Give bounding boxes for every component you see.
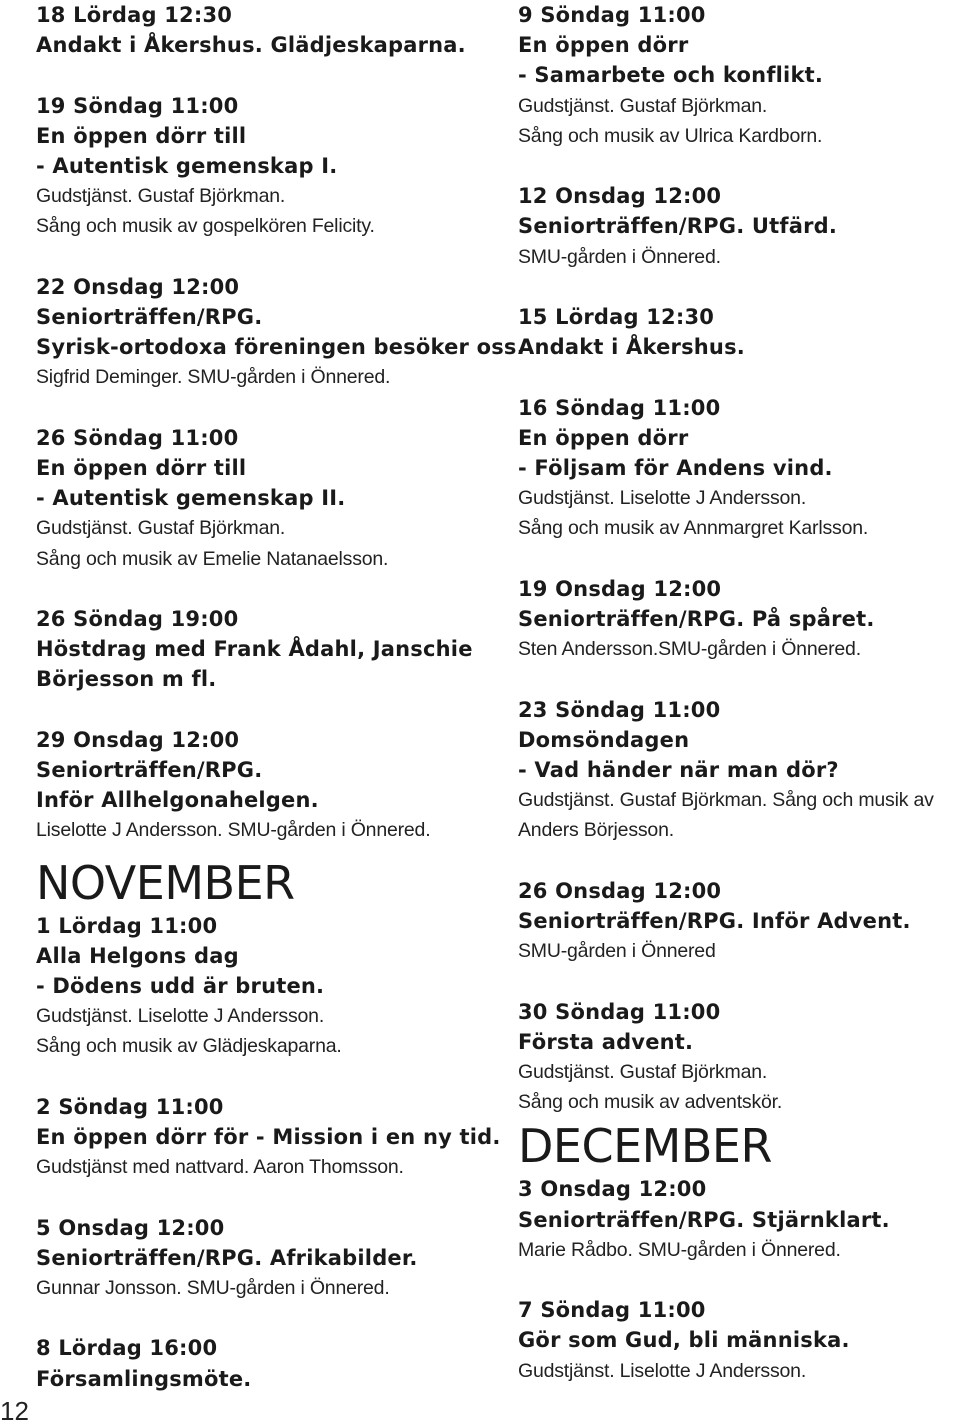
event-spacer [36,1303,476,1333]
event-date: 2 Söndag 11:00 [36,1094,224,1119]
event-entry [36,1333,476,1393]
event-detail: Anders Börjesson. [518,819,674,842]
event-detail: Gudstjänst. Liselotte J Andersson. [36,1005,325,1028]
event-spacer [518,846,960,876]
event-title: En öppen dörr [518,425,689,450]
event-detail: Sång och musik av Ulrica Kardborn. [518,124,823,147]
events-november-continued [518,0,960,1117]
event-entry [518,393,960,544]
event-date: 8 Lördag 16:00 [36,1336,218,1361]
event-entry [518,574,960,665]
event-spacer [518,966,960,996]
event-title: Seniorträffen/RPG. Inför Advent. [518,909,911,933]
event-date: 26 Onsdag 12:00 [518,878,722,903]
event-detail: Gudstjänst. Gustaf Björkman. Sång och musik av [518,789,934,812]
event-spacer [36,695,476,725]
event-detail: Gudstjänst. Gustaf Björkman. [518,94,768,117]
event-detail: Gunnar Jonsson. SMU-gården i Önnered. [36,1277,390,1300]
month-heading-december: DECEMBER [518,1119,772,1174]
events-october [36,0,525,846]
event-spacer [518,151,960,181]
event-spacer [518,664,960,694]
event-date: 9 Söndag 11:00 [518,3,706,27]
event-title: Börjesson m fl. [36,667,217,692]
event-spacer [36,60,476,90]
event-entry [36,911,476,1062]
event-title: Andakt i Åkershus. Glädjeskaparna. [36,33,466,58]
event-date: 1 Lördag 11:00 [36,913,218,938]
event-date: 7 Söndag 11:00 [518,1298,706,1323]
event-title: Gör som Gud, bli människa. [518,1328,850,1353]
event-date: 3 Onsdag 12:00 [518,1177,707,1202]
page-number: 12 [0,1396,29,1426]
event-title: - Samarbete och konflikt. [518,63,824,88]
event-date: 22 Onsdag 12:00 [36,274,240,299]
event-detail: Sång och musik av Emelie Natanaelsson. [36,547,389,570]
event-title: Alla Helgons dag [36,943,239,968]
event-title: - Vad händer när man dör? [518,758,839,782]
event-date: 16 Söndag 11:00 [518,395,721,420]
event-title: Seniorträffen/RPG. [36,758,263,782]
event-title: En öppen dörr [518,33,689,58]
event-detail: Sång och musik av Glädjeskaparna. [36,1035,342,1058]
event-detail: Sång och musik av adventskör. [518,1091,783,1114]
event-entry [36,423,476,574]
event-title: En öppen dörr för - Mission i en ny tid. [36,1125,501,1150]
event-entry [518,1174,960,1265]
month-heading-november: NOVEMBER [36,855,295,910]
event-detail: Sten Andersson.SMU-gården i Önnered. [518,638,861,661]
event-entry [36,91,476,242]
event-entry [518,1295,960,1386]
event-date: 19 Onsdag 12:00 [518,576,722,601]
event-entry [36,725,476,846]
event-entry [36,604,476,695]
event-entry [518,181,960,272]
event-entry [518,876,960,967]
event-date: 5 Onsdag 12:00 [36,1215,225,1240]
event-title: En öppen dörr till [36,456,247,480]
event-detail: SMU-gården i Önnered [518,940,716,963]
event-spacer [36,1062,476,1092]
event-spacer [518,1265,960,1295]
event-date: 23 Söndag 11:00 [518,697,721,722]
event-spacer [36,1182,476,1212]
event-detail: Sång och musik av gospelkören Felicity. [36,215,375,238]
event-date: 30 Söndag 11:00 [518,999,721,1024]
event-detail: Gudstjänst. Gustaf Björkman. [518,1061,768,1083]
event-title: - Autentisk gemenskap II. [36,486,346,511]
event-spacer [36,242,476,272]
event-spacer [518,362,960,392]
event-date: 19 Söndag 11:00 [36,93,239,118]
events-december [518,1174,960,1385]
event-title: Första advent. [518,1029,694,1054]
event-date: 12 Onsdag 12:00 [518,184,722,209]
event-date: 15 Lördag 12:30 [518,305,715,329]
event-entry [518,695,960,846]
event-spacer [518,272,960,302]
event-date: 29 Onsdag 12:00 [36,727,240,752]
event-title: Domsöndagen [518,727,690,752]
event-title: Syrisk-ortodoxa föreningen besöker oss. [36,335,525,360]
event-title: Seniorträffen/RPG. [36,305,263,329]
event-entry [518,997,960,1118]
event-title: Församlingsmöte. [36,1366,252,1391]
event-title: - Följsam för Andens vind. [518,456,833,480]
event-entry [36,1213,476,1304]
event-title: En öppen dörr till [36,123,247,148]
event-date: 26 Söndag 19:00 [36,607,239,631]
event-date: 18 Lördag 12:30 [36,3,233,27]
event-spacer [36,574,476,604]
event-title: Seniorträffen/RPG. Utfärd. [518,214,838,239]
left-column [36,0,525,1394]
event-entry [36,0,476,60]
event-detail: Gudstjänst. Liselotte J Andersson. [518,487,807,510]
event-title: Andakt i Åkershus. [518,335,745,360]
events-november [36,911,501,1394]
event-detail: Sigfrid Deminger. SMU-gården i Önnered. [36,366,391,389]
event-spacer [518,544,960,574]
event-title: Seniorträffen/RPG. Stjärnklart. [518,1207,890,1232]
event-detail: SMU-gården i Önnered. [518,245,721,268]
event-detail: Sång och musik av Annmargret Karlsson. [518,517,869,540]
event-detail: Gudstjänst. Liselotte J Andersson. [518,1359,807,1382]
event-spacer [36,393,476,423]
event-title: Seniorträffen/RPG. På spåret. [518,607,875,631]
event-title: Höstdrag med Frank Ådahl, Janschie [36,637,473,662]
event-title: - Autentisk gemenskap I. [36,154,338,178]
event-date: 26 Söndag 11:00 [36,425,239,450]
event-detail: Marie Rådbo. SMU-gården i Önnered. [518,1238,841,1261]
event-detail: Liselotte J Andersson. SMU-gården i Önnered. [36,819,431,842]
right-column [518,0,960,1386]
event-entry [36,1092,501,1183]
event-title: - Dödens udd är bruten. [36,974,325,999]
event-detail: Gudstjänst. Gustaf Björkman. [36,517,286,540]
event-title: Inför Allhelgonahelgen. [36,788,319,813]
event-entry [518,0,960,151]
event-detail: Gudstjänst. Gustaf Björkman. [36,185,286,208]
event-title: Seniorträffen/RPG. Afrikabilder. [36,1245,418,1270]
event-entry [36,272,525,393]
event-entry [518,302,960,362]
event-detail: Gudstjänst med nattvard. Aaron Thomsson. [36,1156,404,1179]
